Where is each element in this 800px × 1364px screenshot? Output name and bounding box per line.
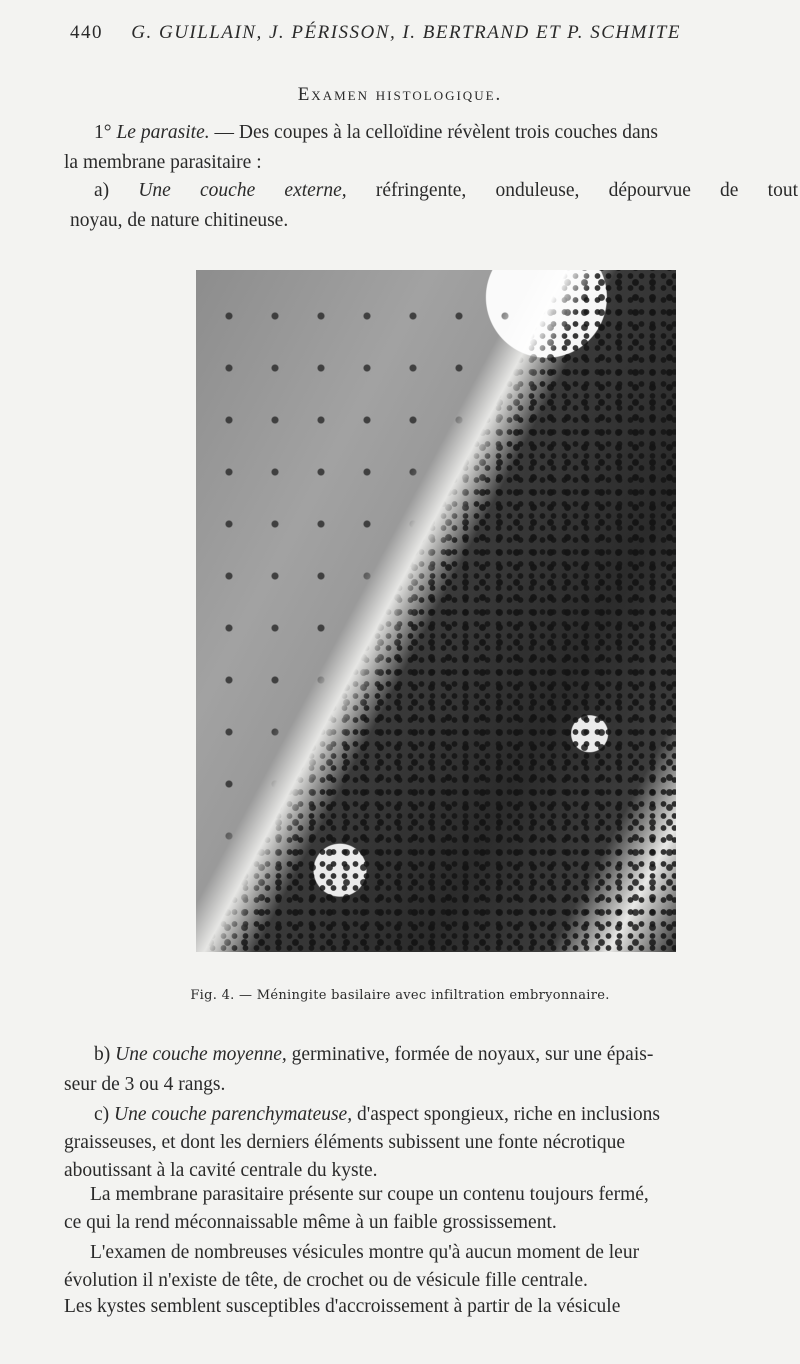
paragraph-couche-parenchymateuse [94, 1100, 784, 1130]
paragraph-italic-label: Une couche externe, [138, 180, 347, 201]
paragraph-couche-externe [94, 176, 798, 206]
figure-caption: Fig. 4. — Méningite basilaire avec infiltration embryonnaire. [190, 988, 610, 1003]
paragraph-membrane: La membrane parasitaire présente sur coupe un contenu toujours fermé, [90, 1184, 649, 1205]
paragraph-text: germinative, formée de noyaux, sur une épais- [286, 1044, 654, 1065]
paragraph-lead: b) [94, 1044, 116, 1065]
paragraph-line: seur de 3 ou 4 rangs. [64, 1074, 226, 1095]
running-head-authors: G. GUILLAIN, J. PÉRISSON, I. BERTRAND ET P. SCHMITE [131, 22, 681, 43]
figure-dense-infiltrate [196, 270, 676, 952]
paragraph-italic-label: Une couche parenchymateuse, [114, 1104, 353, 1125]
paragraph-line: ce qui la rend méconnaissable même à un faible grossissement. [64, 1212, 557, 1233]
page-number: 440 [70, 22, 103, 43]
paragraph-italic-label: Le parasite. [116, 122, 210, 143]
section-title: Examen histologique. [297, 84, 503, 105]
paragraph-text: d'aspect spongieux, riche en inclusions [352, 1104, 660, 1125]
paragraph-line: noyau, de nature chitineuse. [70, 210, 289, 231]
paragraph-line: la membrane parasitaire : [64, 152, 262, 173]
paragraph-text: — Des coupes à la celloïdine révèlent trois couches dans [209, 122, 658, 143]
running-head [70, 22, 760, 44]
paragraph-couche-moyenne [94, 1040, 784, 1070]
paragraph-line: évolution il n'existe de tête, de crochet ou de vésicule fille centrale. [64, 1270, 588, 1291]
paragraph-lead: c) [94, 1104, 115, 1125]
paragraph-italic-label: Une couche moyenne, [115, 1044, 287, 1065]
paragraph-text: réfringente, onduleuse, dépourvue de tout [346, 180, 798, 201]
paragraph-parasite [94, 118, 794, 148]
paragraph-examen: L'examen de nombreuses vésicules montre qu'à aucun moment de leur [90, 1242, 640, 1263]
paragraph-lead: 1° [94, 122, 117, 143]
paragraph-line: graisseuses, et dont les derniers éléments subissent une fonte nécrotique [64, 1132, 626, 1153]
paragraph-line: aboutissant à la cavité centrale du kyste. [64, 1160, 378, 1181]
paragraph-lead: a) [94, 180, 139, 201]
paragraph-line: Les kystes semblent susceptibles d'accroissement à partir de la vésicule [64, 1296, 621, 1317]
histology-figure [196, 270, 676, 952]
